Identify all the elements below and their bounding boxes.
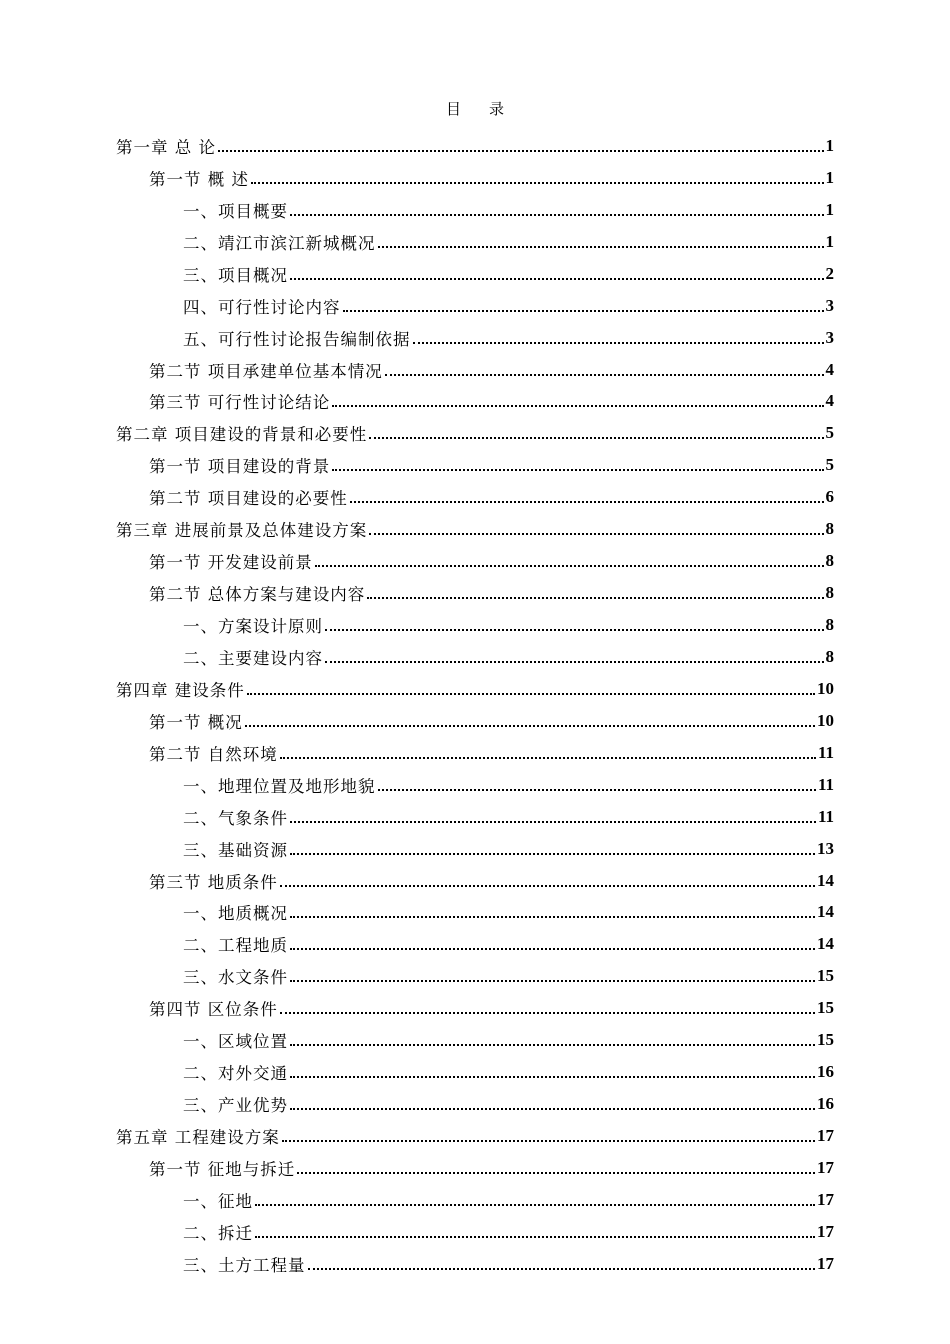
toc-subsection-entry[interactable] [116, 1056, 834, 1088]
toc-dot-leader [297, 1172, 815, 1174]
toc-dot-leader [332, 469, 823, 471]
toc-page-number: 3 [825, 295, 834, 315]
toc-dot-leader [255, 1236, 815, 1238]
toc-dot-leader [290, 948, 815, 950]
toc-page-number: 17 [817, 1189, 834, 1209]
toc-dot-leader [369, 533, 823, 535]
toc-dot-leader [325, 661, 824, 663]
toc-section-entry[interactable] [116, 865, 834, 897]
toc-subsection-entry[interactable] [116, 928, 834, 960]
toc-subsection-entry[interactable] [116, 1024, 834, 1056]
toc-dot-leader [343, 310, 824, 312]
toc-title: 目录 [445, 100, 532, 118]
toc-dot-leader [280, 885, 815, 887]
toc-dot-leader [378, 789, 816, 791]
toc-page-number: 14 [817, 902, 834, 922]
toc-page-number: 11 [817, 806, 834, 826]
toc-entry-label: 二、气象条件 [183, 808, 288, 828]
toc-entry-label: 一、方案设计原则 [183, 617, 323, 637]
toc-dot-leader [413, 342, 824, 344]
toc-dot-leader [378, 246, 824, 248]
toc-dot-leader [369, 437, 823, 439]
toc-page-number: 1 [825, 167, 834, 187]
toc-entry-label: 第二章 项目建设的背景和必要性 [116, 425, 368, 445]
toc-section-entry[interactable] [116, 1152, 834, 1184]
toc-entry-label: 三、产业优势 [183, 1096, 288, 1116]
toc-entry-label: 二、靖江市滨江新城概况 [183, 233, 376, 253]
toc-entry-label: 第四节 区位条件 [149, 1000, 278, 1020]
toc-page-number: 16 [817, 1094, 834, 1114]
toc-subsection-entry[interactable] [116, 801, 834, 833]
toc-entry-label: 二、对外交通 [183, 1064, 288, 1084]
toc-chapter-entry[interactable] [116, 513, 834, 545]
toc-section-entry[interactable] [116, 481, 834, 513]
toc-dot-leader [247, 693, 815, 695]
toc-entry-label: 三、水文条件 [183, 968, 288, 988]
toc-page-number: 17 [817, 1157, 834, 1177]
toc-entry-label: 一、项目概要 [183, 201, 288, 221]
toc-entry-label: 第一节 开发建设前景 [149, 553, 313, 573]
toc-entry-label: 第二节 总体方案与建设内容 [149, 585, 366, 605]
toc-entry-label: 三、项目概况 [183, 265, 288, 285]
toc-subsection-entry[interactable] [116, 322, 834, 354]
toc-page-number: 10 [817, 710, 834, 730]
toc-subsection-entry[interactable] [116, 960, 834, 992]
toc-section-entry[interactable] [116, 992, 834, 1024]
toc-entry-label: 二、工程地质 [183, 936, 288, 956]
toc-entry-label: 第一章 总 论 [116, 137, 216, 157]
toc-section-entry[interactable] [116, 449, 834, 481]
toc-dot-leader [290, 853, 815, 855]
toc-entry-label: 一、区域位置 [183, 1032, 288, 1052]
table-of-contents [116, 130, 834, 1280]
toc-page-number: 11 [817, 742, 834, 762]
toc-page-number: 17 [817, 1126, 834, 1146]
toc-page-number: 15 [817, 1030, 834, 1050]
toc-page-number: 5 [825, 455, 834, 475]
toc-subsection-entry[interactable] [116, 1248, 834, 1280]
toc-entry-label: 二、拆迁 [183, 1223, 253, 1243]
toc-entry-label: 第三章 进展前景及总体建设方案 [116, 521, 368, 541]
toc-dot-leader [290, 278, 824, 280]
toc-dot-leader [290, 1044, 815, 1046]
toc-entry-label: 三、土方工程量 [183, 1255, 306, 1275]
toc-subsection-entry[interactable] [116, 258, 834, 290]
toc-subsection-entry[interactable] [116, 897, 834, 929]
toc-page-number: 13 [817, 838, 834, 858]
toc-dot-leader [251, 182, 824, 184]
toc-entry-label: 第三节 地质条件 [149, 872, 278, 892]
toc-dot-leader [385, 374, 824, 376]
toc-page-number: 17 [817, 1221, 834, 1241]
toc-subsection-entry[interactable] [116, 290, 834, 322]
toc-page-number: 1 [825, 135, 834, 155]
toc-section-entry[interactable] [116, 705, 834, 737]
toc-page-number: 10 [817, 678, 834, 698]
toc-dot-leader [308, 1268, 816, 1270]
toc-dot-leader [280, 1012, 815, 1014]
toc-entry-label: 第一节 概况 [149, 712, 243, 732]
toc-entry-label: 第一节 项目建设的背景 [149, 457, 331, 477]
toc-page-number: 17 [817, 1253, 834, 1273]
toc-dot-leader [218, 150, 824, 152]
toc-entry-label: 第二节 自然环境 [149, 744, 278, 764]
toc-page-number: 8 [825, 583, 834, 603]
toc-section-entry[interactable] [116, 386, 834, 418]
toc-page-number: 4 [825, 391, 834, 411]
toc-dot-leader [290, 1076, 815, 1078]
toc-dot-leader [350, 501, 824, 503]
toc-page-number: 8 [825, 551, 834, 571]
toc-entry-label: 第二节 项目承建单位基本情况 [149, 361, 383, 381]
toc-dot-leader [290, 821, 816, 823]
toc-entry-label: 一、地理位置及地形地貌 [183, 776, 376, 796]
toc-subsection-entry[interactable] [116, 1088, 834, 1120]
toc-section-entry[interactable] [116, 737, 834, 769]
toc-subsection-entry[interactable] [116, 641, 834, 673]
toc-chapter-entry[interactable] [116, 1120, 834, 1152]
toc-dot-leader [290, 916, 815, 918]
toc-subsection-entry[interactable] [116, 833, 834, 865]
toc-page-number: 8 [825, 615, 834, 635]
toc-section-entry[interactable] [116, 354, 834, 386]
toc-subsection-entry[interactable] [116, 194, 834, 226]
toc-entry-label: 第五章 工程建设方案 [116, 1128, 280, 1148]
toc-dot-leader [315, 565, 824, 567]
toc-chapter-entry[interactable] [116, 417, 834, 449]
toc-entry-label: 五、可行性讨论报告编制依据 [183, 329, 411, 349]
toc-page-number: 4 [825, 359, 834, 379]
toc-page-number: 3 [825, 327, 834, 347]
toc-chapter-entry[interactable] [116, 130, 834, 162]
toc-dot-leader [255, 1204, 815, 1206]
toc-entry-label: 二、主要建设内容 [183, 648, 323, 668]
toc-page-number: 5 [825, 423, 834, 443]
toc-page-number: 6 [825, 487, 834, 507]
toc-entry-label: 三、基础资源 [183, 840, 288, 860]
toc-section-entry[interactable] [116, 577, 834, 609]
toc-entry-label: 一、征地 [183, 1191, 253, 1211]
toc-page-number: 14 [817, 870, 834, 890]
toc-dot-leader [290, 980, 815, 982]
toc-dot-leader [245, 725, 815, 727]
toc-subsection-entry[interactable] [116, 1184, 834, 1216]
toc-page-number: 2 [825, 263, 834, 283]
toc-dot-leader [290, 1108, 815, 1110]
toc-dot-leader [280, 757, 816, 759]
toc-subsection-entry[interactable] [116, 226, 834, 258]
toc-dot-leader [290, 214, 824, 216]
toc-page-number: 15 [817, 998, 834, 1018]
toc-subsection-entry[interactable] [116, 609, 834, 641]
toc-page-number: 8 [825, 646, 834, 666]
toc-page-number: 15 [817, 966, 834, 986]
toc-subsection-entry[interactable] [116, 769, 834, 801]
toc-page-number: 8 [825, 519, 834, 539]
toc-dot-leader [282, 1140, 815, 1142]
toc-page-number: 1 [825, 199, 834, 219]
toc-section-entry[interactable] [116, 162, 834, 194]
toc-entry-label: 第一节 概 述 [149, 169, 249, 189]
toc-page-number: 14 [817, 934, 834, 954]
toc-entry-label: 一、地质概况 [183, 904, 288, 924]
toc-entry-label: 第四章 建设条件 [116, 680, 245, 700]
toc-entry-label: 第三节 可行性讨论结论 [149, 393, 331, 413]
toc-section-entry[interactable] [116, 545, 834, 577]
toc-dot-leader [325, 629, 824, 631]
toc-page-number: 1 [825, 231, 834, 251]
toc-chapter-entry[interactable] [116, 673, 834, 705]
toc-page-number: 16 [817, 1062, 834, 1082]
toc-page-number: 11 [817, 774, 834, 794]
toc-dot-leader [367, 597, 823, 599]
toc-entry-label: 四、可行性讨论内容 [183, 297, 341, 317]
toc-entry-label: 第一节 征地与拆迁 [149, 1159, 296, 1179]
toc-dot-leader [332, 405, 823, 407]
toc-subsection-entry[interactable] [116, 1216, 834, 1248]
toc-entry-label: 第二节 项目建设的必要性 [149, 489, 348, 509]
